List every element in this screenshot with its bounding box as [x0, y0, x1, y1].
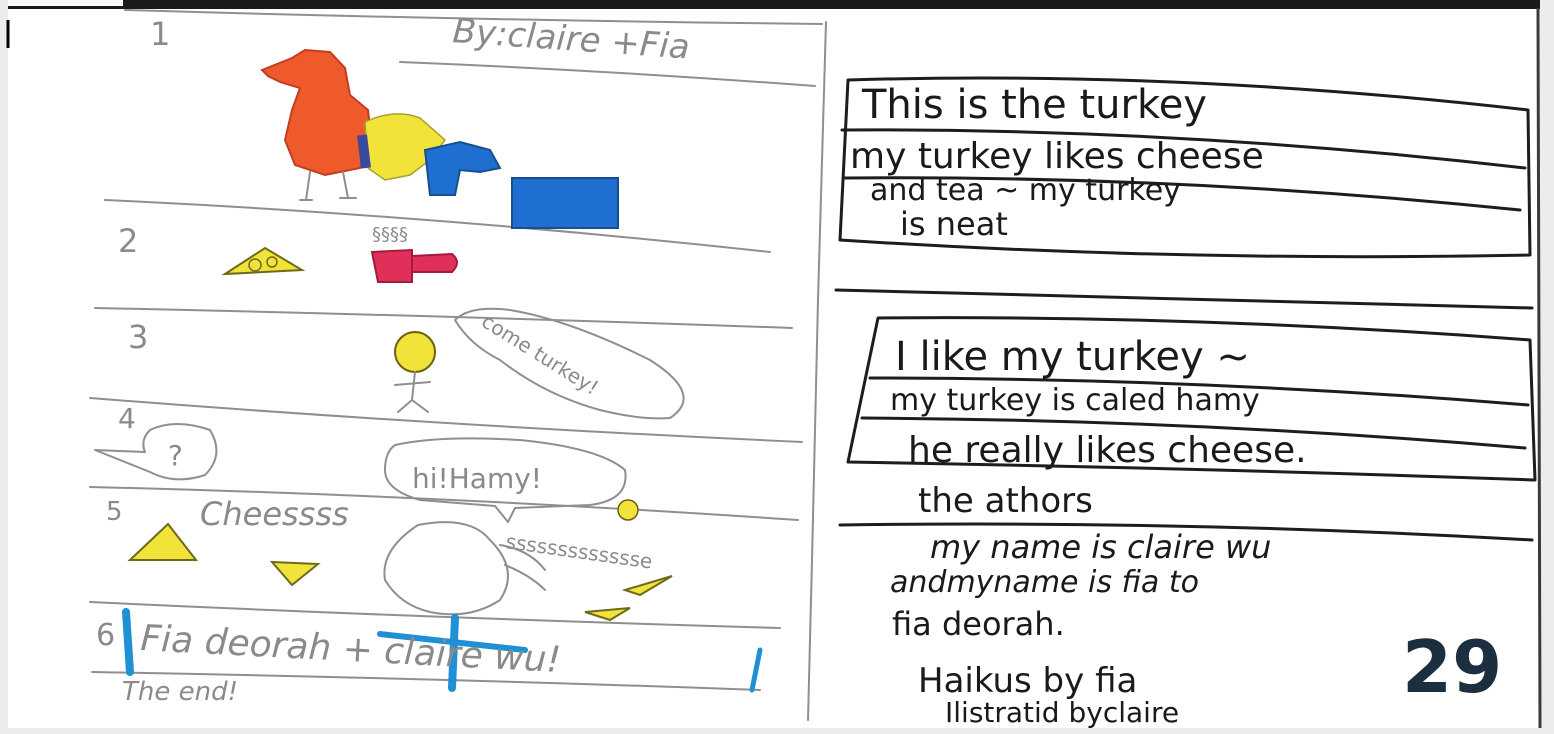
box2-line-2: my turkey is caled hamy: [890, 383, 1260, 418]
panel-number-3: 3: [128, 318, 149, 356]
the-end: The end!: [122, 677, 239, 707]
the-authors-heading: the athors: [918, 481, 1093, 521]
box1-line-1: This is the turkey: [862, 82, 1207, 128]
panel-number-1: 1: [150, 15, 171, 53]
sound-marks: §§§§: [372, 224, 408, 245]
box2-line-1: I like my turkey ~: [895, 334, 1250, 380]
name-line-1: my name is claire wu: [930, 528, 1272, 566]
panel-number-6: 6: [96, 618, 116, 653]
cheese-word: Cheessss: [200, 495, 349, 533]
illustrated-credit: Ilistratid byclaire: [945, 696, 1180, 729]
name-line-3: fia deorah.: [892, 605, 1065, 643]
box1-line-2: my turkey likes cheese: [850, 136, 1264, 177]
top-edge-notch: [8, 0, 123, 6]
right-page-edge: [1538, 8, 1540, 728]
hiss-word: ssssssssssssse: [504, 529, 654, 574]
page-number: 29: [1402, 625, 1503, 709]
panel-number-5: 5: [106, 497, 123, 527]
speech-come-turkey: come turkey!: [477, 308, 603, 400]
box1-line-4: is neat: [900, 205, 1008, 243]
authors-line-left: Fia deorah + claire wu!: [139, 618, 563, 682]
byline: By:claire +Fia: [451, 11, 691, 68]
box2-line-3: he really likes cheese.: [908, 430, 1307, 471]
top-edge-bar: [8, 0, 1540, 9]
paper-spread: [8, 6, 1540, 728]
panel-number-4: 4: [118, 402, 136, 435]
speech-question: ?: [168, 439, 183, 472]
panel-number-2: 2: [118, 222, 139, 260]
speech-hi-hamy: hi!Hamy!: [412, 462, 543, 495]
box1-line-3: and tea ~ my turkey: [870, 173, 1181, 208]
name-line-2: andmyname is fia to: [890, 565, 1199, 600]
haikus-credit: Haikus by fia: [918, 661, 1138, 701]
